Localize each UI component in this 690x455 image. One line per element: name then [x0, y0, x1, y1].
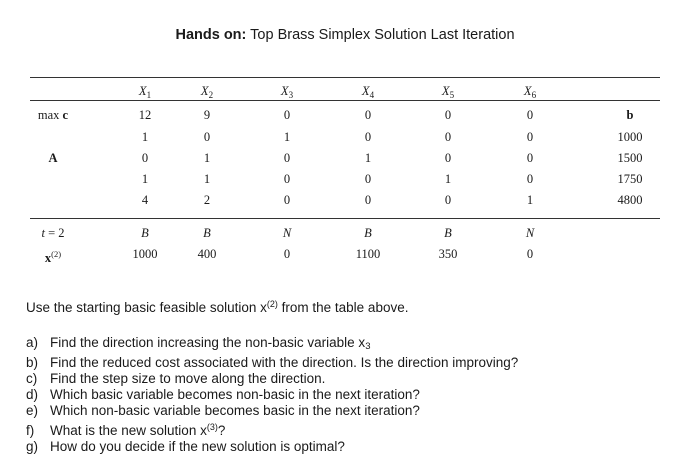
b-header: b: [626, 108, 634, 122]
basis-status-cell: B: [141, 226, 149, 240]
table-top-rule: [30, 77, 660, 78]
matrix-cell: 0: [526, 151, 534, 165]
question-item: [26, 419, 666, 439]
column-header-x5: $X_5$: [441, 84, 455, 100]
matrix-cell: 0: [444, 130, 452, 144]
row-label-A: A: [48, 151, 58, 165]
matrix-cell: 0: [444, 193, 452, 207]
row-label-max-c: max c: [37, 108, 69, 122]
solution-cell: 1100: [355, 247, 381, 261]
question-subscript: 3: [365, 341, 371, 352]
column-header-x1: $X_1$: [138, 84, 152, 100]
basis-status-cell: N: [282, 226, 292, 240]
b-cell: 1750: [617, 172, 643, 186]
b-cell: 4800: [617, 193, 643, 207]
question-superscript: (3): [206, 422, 218, 432]
question-item: [26, 355, 666, 371]
title-rest: Top Brass Simplex Solution Last Iteration: [250, 27, 515, 43]
question-item: [26, 335, 666, 355]
cost-cell-x4: 0: [364, 108, 372, 122]
matrix-cell: 0: [364, 130, 372, 144]
matrix-cell: 0: [364, 172, 372, 186]
intro-text-end: from the table above.: [277, 300, 409, 315]
row-label-solution: $x^{(2)}$: [44, 249, 62, 265]
question-letter: a): [26, 335, 39, 350]
question-letter: f): [26, 423, 35, 438]
question-text-end: ?: [217, 423, 226, 438]
matrix-cell: 1: [364, 151, 372, 165]
column-header-x2: $X_2$: [200, 84, 214, 100]
matrix-cell: 0: [283, 151, 291, 165]
matrix-cell: 0: [141, 151, 149, 165]
basis-status-cell: B: [444, 226, 452, 240]
matrix-cell: 0: [444, 151, 452, 165]
column-header-x3: $X_3$: [280, 84, 294, 100]
question-item: [26, 439, 666, 455]
solution-cell: 1000: [132, 247, 158, 261]
solution-cell: 0: [283, 247, 291, 261]
cost-cell-x2: 9: [203, 108, 211, 122]
matrix-cell: 0: [526, 130, 534, 144]
basis-status-cell: B: [203, 226, 211, 240]
page-title: [0, 27, 690, 43]
basis-status-cell: B: [364, 226, 372, 240]
question-letter: d): [26, 387, 39, 402]
question-item: [26, 371, 666, 387]
question-letter: g): [26, 439, 39, 454]
solution-cell: 350: [438, 247, 458, 261]
question-letter: c): [26, 371, 38, 386]
question-text: Find the step size to move along the direction.: [50, 371, 326, 386]
question-text: Which basic variable becomes non-basic in the next iteration?: [50, 387, 420, 402]
question-text: Find the reduced cost associated with the direction. Is the direction improving?: [50, 355, 519, 370]
matrix-cell: 0: [283, 172, 291, 186]
matrix-cell: 0: [364, 193, 372, 207]
questions-intro: [26, 296, 666, 316]
matrix-cell: 4: [141, 193, 149, 207]
cost-cell-x3: 0: [283, 108, 291, 122]
b-cell: 1500: [617, 151, 643, 165]
question-text: What is the new solution x: [50, 423, 207, 438]
question-list: [26, 296, 666, 455]
cost-cell-x6: 0: [526, 108, 534, 122]
matrix-cell: 1: [203, 151, 211, 165]
matrix-cell: 1: [203, 172, 211, 186]
b-cell: 1000: [617, 130, 643, 144]
matrix-cell: 1: [141, 172, 149, 186]
matrix-cell: 1: [444, 172, 452, 186]
intro-text: Use the starting basic feasible solution x: [26, 300, 267, 315]
question-text: How do you decide if the new solution is optimal?: [50, 439, 345, 454]
question-item: [26, 403, 666, 419]
solution-cell: 0: [526, 247, 534, 261]
row-label-iteration: t = 2: [41, 226, 65, 240]
basis-status-cell: N: [525, 226, 535, 240]
solution-cell: 400: [197, 247, 217, 261]
question-item: [26, 387, 666, 403]
matrix-cell: 1: [141, 130, 149, 144]
cost-cell-x1: 12: [138, 108, 152, 122]
question-letter: b): [26, 355, 39, 370]
column-header-x6: $X_6$: [523, 84, 537, 100]
question-text: Which non-basic variable becomes basic in the next iteration?: [50, 403, 420, 418]
matrix-cell: 1: [526, 193, 534, 207]
intro-superscript: (2): [266, 299, 278, 309]
matrix-cell: 0: [526, 172, 534, 186]
cost-cell-x5: 0: [444, 108, 452, 122]
matrix-cell: 2: [203, 193, 211, 207]
question-letter: e): [26, 403, 39, 418]
simplex-table: [30, 75, 660, 270]
matrix-cell: 1: [283, 130, 291, 144]
column-header-x4: $X_4$: [361, 84, 375, 100]
title-bold: Hands on:: [175, 27, 247, 43]
question-text: Find the direction increasing the non-basic variable x: [50, 335, 366, 350]
table-middle-rule: [30, 218, 660, 219]
matrix-cell: 0: [283, 193, 291, 207]
matrix-cell: 0: [203, 130, 211, 144]
question-items: [26, 335, 666, 455]
